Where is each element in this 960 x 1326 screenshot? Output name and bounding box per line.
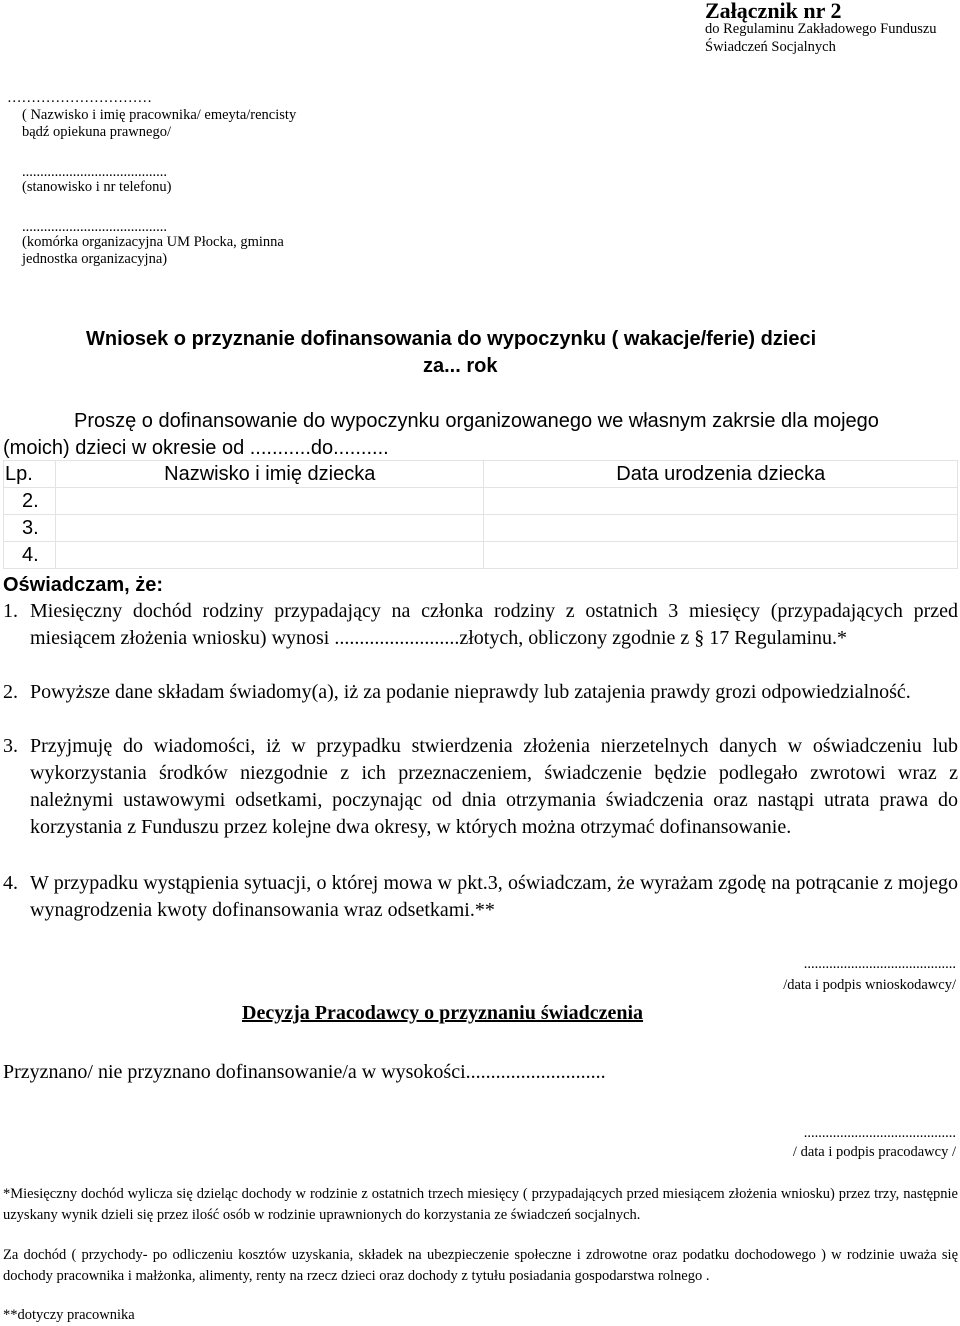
column-header-child-name: Nazwisko i imię dziecka bbox=[55, 461, 483, 488]
declaration-item-4 bbox=[3, 870, 958, 924]
attachment-subtitle-line2: Świadczeń Socjalnych bbox=[705, 39, 836, 55]
row-number: 3. bbox=[4, 515, 56, 542]
child-name-cell[interactable] bbox=[55, 542, 483, 569]
footnote-employee-only: **dotyczy pracownika bbox=[3, 1307, 135, 1323]
request-line1: Proszę o dofinansowanie do wypoczynku organizowanego we własnym zakrsie dla mojego bbox=[74, 410, 879, 432]
employer-signature-dots: .......................................... bbox=[803, 1125, 956, 1141]
declaration-item-number: 2. bbox=[3, 681, 18, 703]
declaration-item-number: 4. bbox=[3, 872, 18, 894]
form-title-line1: Wniosek o przyznanie dofinansowania do wypoczynku ( wakacje/ferie) dzieci bbox=[86, 328, 817, 350]
children-table-header bbox=[4, 461, 958, 488]
table-row bbox=[4, 515, 958, 542]
declaration-item-text: Przyjmuję do wiadomości, iż w przypadku stwierdzenia złożenia nierzetelnych danych w oświadczeniu lub wykorzystania środków niezgodnie z ich przeznaczeniem, świadczenie będzie podlegało zwrotowi wraz z należnymi ustawowymi odsetkami, poczynając od dnia otrzymania świadczenia oraz nastąpi utrata prawa do korzystania z Funduszu przez kolejne dwa okresy, w których można otrzymać dofinansowanie. bbox=[30, 735, 958, 838]
column-header-birth-date: Data urodzenia dziecka bbox=[483, 461, 957, 488]
applicant-name-label-1: ( Nazwisko i imię pracownika/ emeyta/rencisty bbox=[22, 107, 297, 123]
employer-signature-label: / data i podpis pracodawcy / bbox=[792, 1144, 956, 1160]
decision-title: Decyzja Pracodawcy o przyznaniu świadczenia bbox=[242, 1002, 644, 1024]
row-number: 2. bbox=[4, 488, 56, 515]
children-table bbox=[3, 460, 958, 569]
footnote-income-definition: Za dochód ( przychody- po odliczeniu kosztów uzyskania, składek na ubezpieczenie społeczne i zdrowotne oraz podatku dochodowego ) w rodzinie uważa się dochody pracownika i małżonka, alimenty, renty na rzecz dzieci oraz dochody z tytułu posiadania gospodarstwa rolnego . bbox=[3, 1247, 958, 1284]
child-name-cell[interactable] bbox=[55, 488, 483, 515]
column-header-lp: Lp. bbox=[4, 461, 56, 488]
applicant-position-label: (stanowisko i nr telefonu) bbox=[22, 179, 172, 195]
birth-date-cell[interactable] bbox=[483, 542, 957, 569]
applicant-signature-dots: .......................................... bbox=[803, 956, 956, 972]
applicant-position-dots: ........................................ bbox=[22, 164, 167, 180]
attachment-subtitle-line1: do Regulaminu Zakładowego Funduszu bbox=[705, 21, 937, 37]
footnote-income-calculation: *Miesięczny dochód wylicza się dzieląc dochody w rodzinie z ostatnich trzech miesięcy ( przypadających przed miesiącem złożenia wniosku) przez trzy, następnie uzyskany wynik dzieli się przez ilość osób w rodzinie uprawnionych do korzystania ze świadczeń socjalnych. bbox=[3, 1186, 958, 1223]
declaration-item-text: Powyższe dane składam świadomy(a), iż za podanie nieprawdy lub zatajenia prawdy grozi odpowiedzialność. bbox=[30, 681, 911, 703]
request-line2: (moich) dzieci w okresie od ...........do.......... bbox=[3, 437, 389, 459]
birth-date-cell[interactable] bbox=[483, 488, 957, 515]
declaration-item-1 bbox=[3, 598, 958, 652]
declaration-item-text: W przypadku wystąpienia sytuacji, o której mowa w pkt.3, oświadczam, że wyrażam zgodę na potrącanie z mojego wynagrodzenia kwoty dofinansowania wraz odsetkami.** bbox=[30, 872, 958, 921]
form-title-line2: za... rok bbox=[423, 355, 498, 377]
declaration-item-number: 1. bbox=[3, 600, 18, 622]
declaration-item-3 bbox=[3, 733, 958, 841]
applicant-name-dots: ………………………… bbox=[7, 90, 152, 106]
row-number: 4. bbox=[4, 542, 56, 569]
declaration-item-number: 3. bbox=[3, 735, 18, 757]
applicant-unit-label-1: (komórka organizacyjna UM Płocka, gminna bbox=[22, 234, 284, 250]
declaration-heading: Oświadczam, że: bbox=[3, 574, 164, 596]
applicant-unit-dots: ........................................ bbox=[22, 219, 167, 235]
applicant-signature-label: /data i podpis wnioskodawcy/ bbox=[783, 977, 956, 993]
child-name-cell[interactable] bbox=[55, 515, 483, 542]
declaration-item-2 bbox=[3, 679, 958, 706]
decision-text: Przyznano/ nie przyznano dofinansowanie/a w wysokości............................ bbox=[3, 1061, 606, 1083]
table-row bbox=[4, 488, 958, 515]
applicant-unit-label-2: jednostka organizacyjna) bbox=[22, 251, 168, 267]
birth-date-cell[interactable] bbox=[483, 515, 957, 542]
applicant-name-label-2: bądź opiekuna prawnego/ bbox=[22, 124, 171, 140]
attachment-title: Załącznik nr 2 bbox=[705, 0, 842, 23]
table-row bbox=[4, 542, 958, 569]
declaration-item-text: Miesięczny dochód rodziny przypadający na członka rodziny z ostatnich 3 miesięcy (przypadających przed miesiącem złożenia wniosku) wynosi .........................złotych, obliczony zgodnie z § 17 Regulaminu.* bbox=[30, 600, 958, 649]
